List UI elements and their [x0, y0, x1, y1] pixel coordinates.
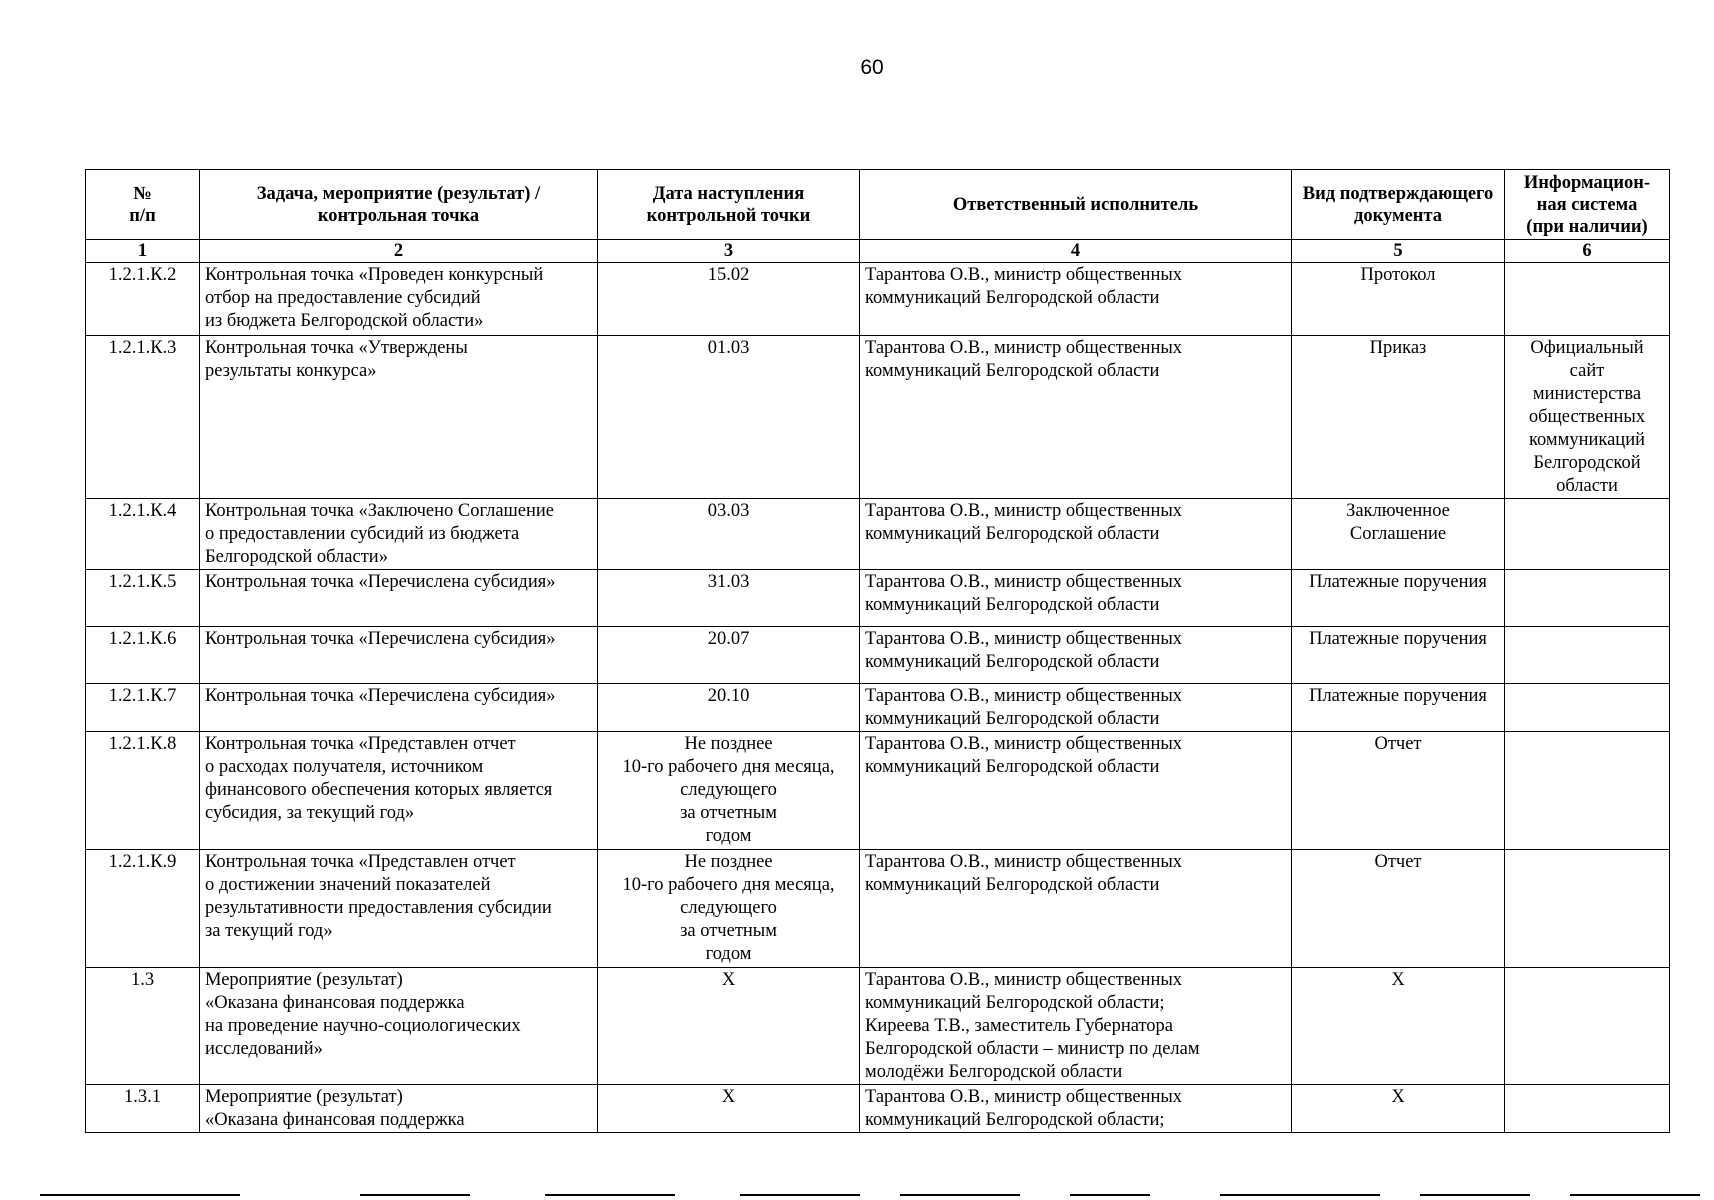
row-task: Контрольная точка «Утверждены результаты конкурса»	[200, 336, 598, 499]
row-executor: Тарантова О.В., министр общественных коммуникаций Белгородской области	[860, 684, 1292, 732]
header-executor: Ответственный исполнитель	[860, 170, 1292, 240]
row-info-system	[1505, 499, 1670, 570]
table-row	[86, 570, 1670, 627]
row-task: Контрольная точка «Представлен отчет о расходах получателя, источником финансового обеспечения которых является субсидия, за текущий год»	[200, 732, 598, 850]
row-executor: Тарантова О.В., министр общественных коммуникаций Белгородской области	[860, 263, 1292, 336]
row-executor: Тарантова О.В., министр общественных коммуникаций Белгородской области	[860, 499, 1292, 570]
row-number: 1.2.1.К.4	[86, 499, 200, 570]
table-row	[86, 732, 1670, 850]
row-date: 20.07	[598, 627, 860, 684]
row-number: 1.2.1.К.9	[86, 850, 200, 968]
row-document-type: Отчет	[1292, 732, 1505, 850]
scan-edge-line	[360, 1194, 470, 1196]
row-number: 1.2.1.К.6	[86, 627, 200, 684]
row-document-type: Платежные поручения	[1292, 570, 1505, 627]
row-executor: Тарантова О.В., министр общественных коммуникаций Белгородской области	[860, 627, 1292, 684]
header-task: Задача, мероприятие (результат) / контрольная точка	[200, 170, 598, 240]
row-number: 1.3	[86, 968, 200, 1085]
column-number: 3	[598, 240, 860, 263]
row-task: Мероприятие (результат) «Оказана финансовая поддержка на проведение научно-социологических исследований»	[200, 968, 598, 1085]
header-info-system: Информацион- ная система (при наличии)	[1505, 170, 1670, 240]
header-document-type: Вид подтверждающего документа	[1292, 170, 1505, 240]
row-document-type: Платежные поручения	[1292, 684, 1505, 732]
row-executor: Тарантова О.В., министр общественных коммуникаций Белгородской области; Киреева Т.В., заместитель Губернатора Белгородской области – министр по делам молодёжи Белгородской области	[860, 968, 1292, 1085]
row-number: 1.2.1.К.7	[86, 684, 200, 732]
row-task: Контрольная точка «Проведен конкурсный отбор на предоставление субсидий из бюджета Белгородской области»	[200, 263, 598, 336]
row-info-system: Официальный сайт министерства общественных коммуникаций Белгородской области	[1505, 336, 1670, 499]
row-date: 03.03	[598, 499, 860, 570]
row-document-type: Заключенное Соглашение	[1292, 499, 1505, 570]
scan-edge-line	[545, 1194, 675, 1196]
page-number: 60	[860, 56, 884, 79]
row-task: Контрольная точка «Перечислена субсидия»	[200, 627, 598, 684]
row-info-system	[1505, 850, 1670, 968]
row-number: 1.2.1.К.8	[86, 732, 200, 850]
row-date: Не позднее 10-го рабочего дня месяца, следующего за отчетным годом	[598, 850, 860, 968]
row-info-system	[1505, 570, 1670, 627]
row-date: Х	[598, 1085, 860, 1133]
row-number: 1.2.1.К.3	[86, 336, 200, 499]
column-number: 5	[1292, 240, 1505, 263]
table-row	[86, 684, 1670, 732]
row-executor: Тарантова О.В., министр общественных коммуникаций Белгородской области	[860, 336, 1292, 499]
scan-edge-line	[740, 1194, 860, 1196]
row-info-system	[1505, 968, 1670, 1085]
table-row	[86, 968, 1670, 1085]
header-number: № п/п	[86, 170, 200, 240]
table-row	[86, 336, 1670, 499]
row-task: Мероприятие (результат) «Оказана финансовая поддержка	[200, 1085, 598, 1133]
scan-edge-line	[900, 1194, 1020, 1196]
row-date: 31.03	[598, 570, 860, 627]
scan-edge-line	[1570, 1194, 1700, 1196]
row-info-system	[1505, 684, 1670, 732]
table-row	[86, 1085, 1670, 1133]
row-date: 15.02	[598, 263, 860, 336]
row-date: Не позднее 10-го рабочего дня месяца, следующего за отчетным годом	[598, 732, 860, 850]
column-number: 6	[1505, 240, 1670, 263]
row-executor: Тарантова О.В., министр общественных коммуникаций Белгородской области	[860, 732, 1292, 850]
row-info-system	[1505, 1085, 1670, 1133]
row-executor: Тарантова О.В., министр общественных коммуникаций Белгородской области	[860, 850, 1292, 968]
table-row	[86, 499, 1670, 570]
row-info-system	[1505, 732, 1670, 850]
column-number: 2	[200, 240, 598, 263]
table-row	[86, 627, 1670, 684]
row-document-type: Х	[1292, 968, 1505, 1085]
row-date: 20.10	[598, 684, 860, 732]
row-document-type: Х	[1292, 1085, 1505, 1133]
row-date: 01.03	[598, 336, 860, 499]
row-task: Контрольная точка «Перечислена субсидия»	[200, 570, 598, 627]
scan-edge-line	[40, 1194, 240, 1196]
row-executor: Тарантова О.В., министр общественных коммуникаций Белгородской области;	[860, 1085, 1292, 1133]
row-document-type: Отчет	[1292, 850, 1505, 968]
scan-edge-line	[1220, 1194, 1380, 1196]
row-document-type: Приказ	[1292, 336, 1505, 499]
row-executor: Тарантова О.В., министр общественных коммуникаций Белгородской области	[860, 570, 1292, 627]
row-document-type: Платежные поручения	[1292, 627, 1505, 684]
row-number: 1.3.1	[86, 1085, 200, 1133]
column-number: 1	[86, 240, 200, 263]
row-date: Х	[598, 968, 860, 1085]
header-date: Дата наступления контрольной точки	[598, 170, 860, 240]
row-info-system	[1505, 627, 1670, 684]
scan-edge-line	[1070, 1194, 1150, 1196]
row-info-system	[1505, 263, 1670, 336]
table-header-row	[86, 170, 1670, 240]
row-document-type: Протокол	[1292, 263, 1505, 336]
table-row	[86, 850, 1670, 968]
control-points-table	[85, 169, 1670, 1133]
row-task: Контрольная точка «Заключено Соглашение о предоставлении субсидий из бюджета Белгородской области»	[200, 499, 598, 570]
row-number: 1.2.1.К.2	[86, 263, 200, 336]
table-row	[86, 263, 1670, 336]
row-number: 1.2.1.К.5	[86, 570, 200, 627]
row-task: Контрольная точка «Представлен отчет о достижении значений показателей результативности предоставления субсидии за текущий год»	[200, 850, 598, 968]
column-number: 4	[860, 240, 1292, 263]
column-numbers-row	[86, 240, 1670, 263]
row-task: Контрольная точка «Перечислена субсидия»	[200, 684, 598, 732]
scan-edge-line	[1420, 1194, 1530, 1196]
